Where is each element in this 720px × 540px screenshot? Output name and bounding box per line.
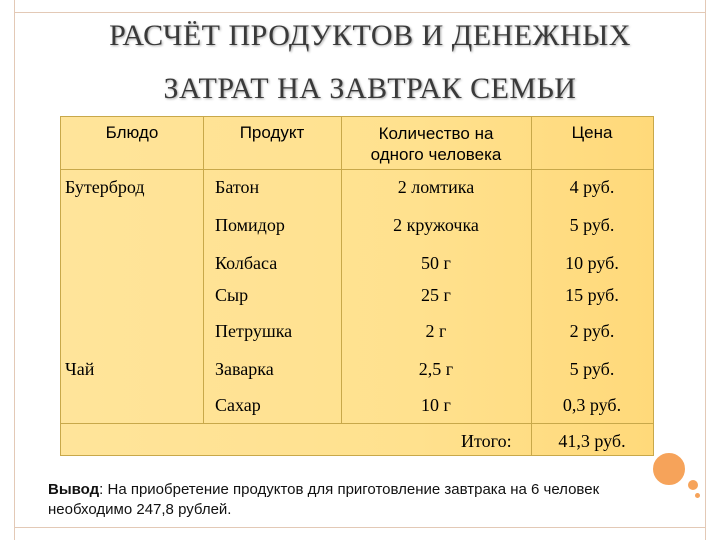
product-cell: Колбаса [215, 253, 278, 273]
price-cell: 5 руб. [569, 359, 615, 379]
title-line-1: РАСЧЁТ ПРОДУКТОВ И ДЕНЕЖНЫХ [109, 19, 631, 52]
title-line-2: ЗАТРАТ НА ЗАВТРАК СЕМЬИ [163, 72, 577, 105]
qty-cell: 10 г [421, 395, 451, 415]
conclusion-label: Вывод [48, 481, 100, 498]
row-divider [61, 423, 653, 424]
costs-table [60, 116, 654, 456]
qty-cell: 50 г [421, 253, 451, 273]
header-price: Цена [571, 123, 613, 142]
total-label: Итого: [461, 431, 512, 451]
header-product: Продукт [239, 123, 305, 142]
header-dish: Блюдо [105, 123, 159, 142]
decorative-circle-large [651, 451, 687, 487]
header-quantity [341, 123, 531, 165]
product-cell: Петрушка [215, 321, 293, 341]
col-divider [203, 117, 204, 423]
qty-cell: 25 г [421, 285, 451, 305]
price-cell: 15 руб. [565, 285, 619, 305]
product-cell: Помидор [215, 215, 285, 235]
price-cell: 4 руб. [569, 177, 615, 197]
dish-tea: Чай [65, 359, 95, 379]
slide-frame-left [0, 0, 15, 540]
price-cell: 10 руб. [565, 253, 619, 273]
product-cell: Батон [215, 177, 260, 197]
total-value: 41,3 руб. [558, 431, 626, 451]
product-cell: Сыр [215, 285, 249, 305]
slide-frame-bottom [0, 527, 720, 540]
qty-cell: 2 г [425, 321, 447, 341]
product-cell: Сахар [215, 395, 261, 415]
price-cell: 2 руб. [569, 321, 615, 341]
conclusion-body: : На приобретение продуктов для приготовление завтрака на 6 человек необходимо 247,8 рублей. [48, 481, 600, 518]
product-cell: Заварка [215, 359, 274, 379]
slide-frame-right [705, 0, 720, 540]
dish-sandwich: Бутерброд [65, 177, 145, 197]
slide-title [40, 8, 700, 116]
price-cell: 0,3 руб. [562, 395, 622, 415]
price-cell: 5 руб. [569, 215, 615, 235]
header-quantity-line2: одного человека [370, 145, 502, 164]
header-quantity-line1: Количество на [378, 124, 494, 143]
qty-cell: 2,5 г [418, 359, 454, 379]
row-divider [61, 169, 653, 170]
decorative-circle-tiny [695, 493, 700, 498]
decorative-circle-small [686, 478, 700, 492]
qty-cell: 2 ломтика [397, 177, 475, 197]
conclusion-text [48, 480, 648, 520]
qty-cell: 2 кружочка [393, 215, 479, 235]
